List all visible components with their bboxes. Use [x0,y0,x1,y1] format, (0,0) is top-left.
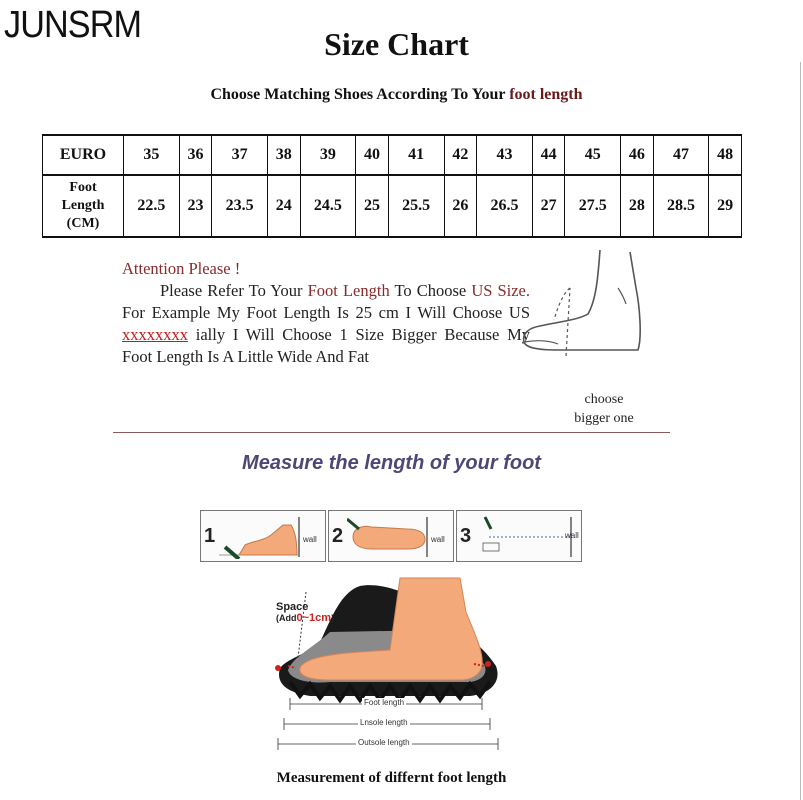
euro-cell: 41 [388,135,444,175]
euro-cell: 43 [477,135,533,175]
foot-cm-cell: 28.5 [653,175,709,237]
choose-bigger-caption [562,390,646,428]
euro-cell: 48 [709,135,742,175]
foot-label-line: (CM) [66,216,100,231]
measure-title: Measure the length of your foot [242,452,541,474]
attention-text: Please Refer To Your [160,281,308,300]
subtitle-highlight: foot length [509,86,583,103]
space-add-text: (Add [276,613,297,623]
euro-cell: 38 [267,135,300,175]
attention-heading: Attention Please ! [122,259,241,278]
euro-cell: 44 [532,135,565,175]
step-number: 2 [332,525,344,547]
measure-step-2 [328,510,454,562]
attention-text: To Choose [389,281,472,300]
caption-line: choose [584,392,624,407]
euro-cell: 47 [653,135,709,175]
brand-logo: JUNSRM [4,4,142,46]
wall-label: wall [565,531,579,540]
foot-cm-cell: 26 [444,175,477,237]
euro-cell: 36 [179,135,212,175]
euro-cell: 40 [356,135,389,175]
caption-line: bigger one [574,411,634,426]
foot-cm-cell: 23 [179,175,212,237]
measure-step-1 [200,510,326,562]
foot-length-row [43,175,742,237]
bottom-caption: Measurement of differnt foot length [276,770,507,786]
euro-cell: 42 [444,135,477,175]
size-table [42,134,742,238]
euro-row [43,135,742,175]
foot-in-shoe-icon [518,248,648,360]
space-add-value: 0~1cm [296,612,332,624]
wall-label: wall [303,535,317,544]
foot-cm-cell: 23.5 [212,175,268,237]
foot-length-header [43,175,124,237]
foot-on-ruler-icon [219,515,303,559]
attention-redacted: xxxxxxxx [122,325,188,344]
foot-label-line: Foot [69,180,97,195]
euro-cell: 35 [124,135,180,175]
foot-label-line: Length [61,198,105,213]
attention-highlight: US Size. [471,281,531,300]
euro-cell: 46 [621,135,654,175]
attention-text: For Example My Foot Length Is 25 cm I Will Choose US [122,303,530,322]
euro-header: EURO [43,135,124,175]
space-label [276,602,334,624]
measure-step-3 [456,510,582,562]
foot-cm-cell: 24.5 [300,175,356,237]
page-subtitle [0,86,793,104]
page-edge-line [800,62,801,800]
space-add-text: ) [331,613,335,623]
euro-cell: 45 [565,135,621,175]
wall-label: wall [431,535,445,544]
section-divider [113,432,670,433]
subtitle-text: Choose Matching Shoes According To Your [210,86,510,103]
attention-body [122,280,530,368]
foot-cm-cell: 28 [621,175,654,237]
outsole-length-label: Outsole length [358,738,410,747]
foot-cm-cell: 25.5 [388,175,444,237]
foot-top-view-icon [347,515,431,559]
euro-cell: 37 [212,135,268,175]
foot-cm-cell: 29 [709,175,742,237]
insole-length-label: Lnsole length [360,718,408,727]
foot-cm-cell: 22.5 [124,175,180,237]
foot-cm-cell: 27 [532,175,565,237]
attention-note [122,258,530,368]
space-text: Space [276,601,309,613]
foot-cm-cell: 26.5 [477,175,533,237]
page-title: Size Chart [324,26,469,62]
step-number: 1 [204,525,216,547]
attention-text: ially I Will Choose 1 Size Bigger Because My Foot Length Is A Little Wide And Fat [122,325,530,366]
foot-cm-cell: 27.5 [565,175,621,237]
foot-length-label: Foot length [364,698,405,707]
euro-cell: 39 [300,135,356,175]
ruler-measure-icon [475,515,575,559]
step-number: 3 [460,525,472,547]
attention-highlight: Foot Length [307,281,390,300]
foot-cm-cell: 25 [356,175,389,237]
foot-cm-cell: 24 [267,175,300,237]
